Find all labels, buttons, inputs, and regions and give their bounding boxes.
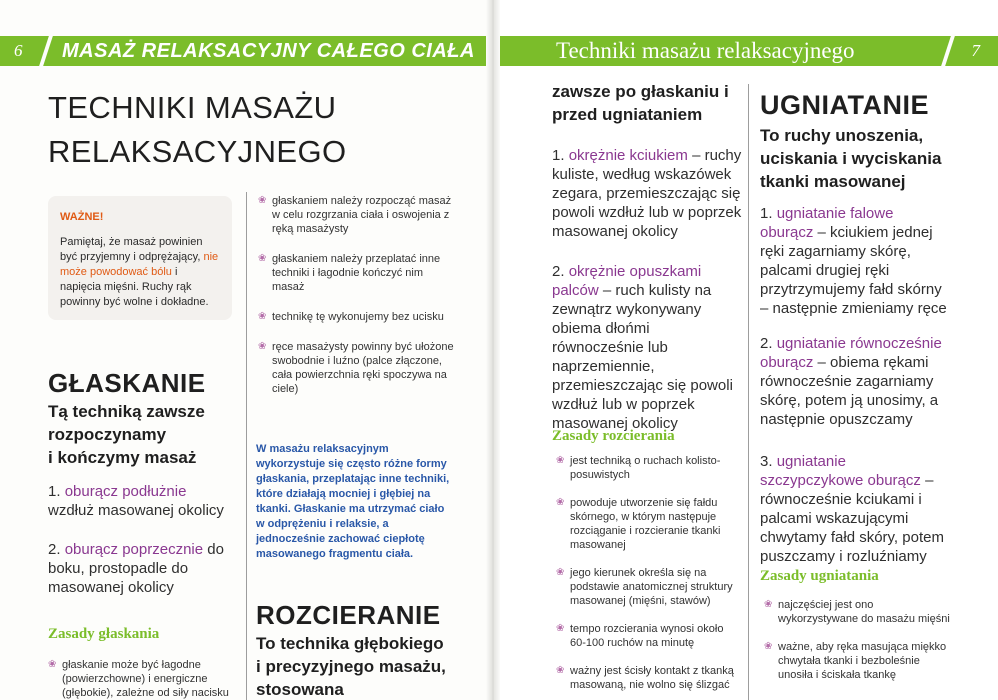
item-text: – ruch kulisty na zewnątrz wykonywany obiema dłońmi równocześnie lub naprzemiennie, przemieszczając się powoli wzdłuż lub w poprzek masowanej okolicy [552,282,733,432]
note-highlight: nie może powodować bólu [60,251,219,278]
item-number: 2. [48,541,65,558]
subtitle-line: i kończymy masaż [48,448,197,467]
list-item [556,664,740,692]
ugniatanie-title: UGNIATANIE [760,90,929,120]
flower-bullet-icon: ❀ [258,341,267,352]
zasady-ugniatania-heading: Zasady ugniatania [760,568,879,584]
item-number: 1. [552,147,569,164]
left-page [0,0,492,700]
rozcieranie-title: ROZCIERANIE [256,600,441,630]
glaskanie-item-2 [48,540,240,597]
list-item [258,194,458,236]
item-highlight: okrężnie kciukiem [568,147,688,164]
rule-text: najczęściej jest ono wykorzystywane do masażu mięśni [778,599,950,625]
flower-bullet-icon: ❀ [556,567,565,578]
zasady-glaskania-heading: Zasady głaskania [48,626,160,642]
list-item [556,454,740,482]
ugniatanie-rules-list [764,598,954,682]
note-text-part: i napięcia mięśni. Ruchy rąk powinny być wolne i dokładne. [60,266,209,308]
column-divider [246,192,247,700]
list-item [258,252,458,294]
ugniatanie-item-2 [760,334,948,429]
left-page-number: 6 [14,41,23,60]
left-header-bar [0,36,492,66]
list-item [258,310,458,324]
right-header-title: Techniki masażu relaksacyjnego [556,38,855,63]
rule-text: technikę tę wykonujemy bez ucisku [272,311,444,323]
glaskanie-subtitle [48,400,238,469]
important-note-text [60,235,220,310]
item-text: – równocześnie kciukami i palcami wskazującymi chwytamy fałd skóry, potem puszczamy i rozluźniamy [760,472,944,565]
item-highlight: ugniatanie szczypczykowe oburącz [760,453,921,489]
list-item [556,622,740,650]
rozcieranie-continued-subtitle: zawsze po głaskaniu i przed ugniataniem [552,82,729,124]
blue-info-paragraph: W masażu relaksacyjnym wykorzystuje się często różne formy głaskania, przeplatając inne techniki, które działają mocniej i głębiej na tkanki. Głaskanie ma utrzymać ciało w odprężeniu i relaksie, a jednocześnie zachować ciepłotę masowanego fragmentu ciała. [256,443,450,560]
rozcieranie-rules-list [556,454,740,692]
glaskanie-rules-list [258,194,458,412]
item-number: 1. [760,205,777,222]
rozcieranie-subtitle: To technika głębokiego i precyzyjnego masażu, stosowana [256,634,446,699]
item-text: – kciukiem jednej ręki zagarniamy skórę, palcami drugiej ręki przytrzymujemy fałd skórny – następnie zmieniamy ręce [760,224,947,317]
rule-text: głaskaniem należy rozpocząć masaż w celu rozgrzania ciała i oswojenia z ręką masażysty [272,195,452,235]
item-number: 2. [552,263,569,280]
header-slash [38,34,53,68]
item-text: wzdłuż masowanej okolicy [48,502,224,519]
important-note-box [48,196,232,320]
item-highlight: ugniatanie równocześnie oburącz [760,335,942,371]
list-item [764,598,954,626]
flower-bullet-icon: ❀ [556,623,565,634]
rule-text: jest techniką o ruchach kolisto-posuwistych [570,455,721,481]
note-text-part: Pamiętaj, że masaż powinien być przyjemny i odprężający, [60,236,204,263]
rule-text: jego kierunek określa się na podstawie anatomicznej struktury masowanej (mięśni, stawów) [570,567,733,607]
item-number: 2. [760,335,777,352]
flower-bullet-icon: ❀ [258,311,267,322]
flower-bullet-icon: ❀ [258,253,267,264]
list-item [48,658,238,700]
header-slash [940,34,955,68]
flower-bullet-icon: ❀ [556,665,565,676]
flower-bullet-icon: ❀ [258,195,267,206]
flower-bullet-icon: ❀ [48,659,57,670]
right-page-number: 7 [971,41,980,60]
rule-text: głaskanie może być łagodne (powierzchowne) i energiczne (głębokie), zależne od siły nacisku [62,659,229,699]
rule-text: powoduje utworzenie się fałdu skórnego, w którym następuje rozciąganie i rozcieranie tkanki masowanej [570,497,721,551]
rule-text: tempo rozcierania wynosi około 60-100 ruchów na minutę [570,623,724,649]
column-divider [748,84,749,700]
subtitle-line: Tą techniką zawsze [48,402,205,421]
flower-bullet-icon: ❀ [556,455,565,466]
right-header-bar [500,36,998,66]
rozcieranie-item-2 [552,262,742,433]
ugniatanie-item-1 [760,204,948,318]
item-number: 1. [48,483,65,500]
left-header-title: MASAŻ RELAKSACYJNY CAŁEGO CIAŁA [62,40,475,62]
rozcieranie-item-1 [552,146,742,241]
important-note-title: WAŻNE! [60,211,104,223]
subtitle-line: rozpoczynamy [48,425,167,444]
glaskanie-title: GŁASKANIE [48,368,206,398]
item-highlight: ugniatanie falowe oburącz [760,205,894,241]
list-item [764,640,954,682]
page-title-line-1: TECHNIKI MASAŻU [48,90,337,125]
ugniatanie-item-3 [760,452,948,566]
list-item [556,566,740,608]
rule-text: ważne, aby ręka masująca miękko chwytała tkanki i bezboleśnie unosiła i ściskała tkankę [778,641,947,681]
item-highlight: oburącz podłużnie [64,483,187,500]
item-text: – obiema rękami równocześnie zagarniamy skórę, potem ją unosimy, a następnie opuszczamy [760,354,939,428]
item-highlight: okrężnie opuszkami palców [552,263,702,299]
glaskanie-item-1 [48,482,238,520]
page-title [48,86,378,174]
item-highlight: oburącz poprzecznie [64,541,204,558]
page-title-line-2: RELAKSACYJNEGO [48,134,347,169]
flower-bullet-icon: ❀ [556,497,565,508]
flower-bullet-icon: ❀ [764,599,773,610]
item-number: 3. [760,453,777,470]
list-item [556,496,740,552]
rule-text: ręce masażysty powinny być ułożone swobodnie i luźno (palce złączone, cała powierzchnia ręki spoczywa na ciele) [272,341,454,395]
rule-text: głaskaniem należy przeplatać inne techniki i łagodnie kończyć nim masaż [272,253,441,293]
rule-text: ważny jest ścisły kontakt z tkanką masowaną, nie wolno się ślizgać [570,665,734,691]
item-text: – ruchy kuliste, według wskazówek zegara, przemieszczając się powoli wzdłuż lub w poprzek masowanej okolicy [552,147,742,240]
list-item [258,340,458,396]
item-text: do boku, prostopadle do masowanej okolicy [48,541,224,596]
zasady-rozcierania-heading: Zasady rozcierania [552,428,675,444]
ugniatanie-subtitle: To ruchy unoszenia, uciskania i wyciskania tkanki masowanej [760,126,942,191]
flower-bullet-icon: ❀ [764,641,773,652]
